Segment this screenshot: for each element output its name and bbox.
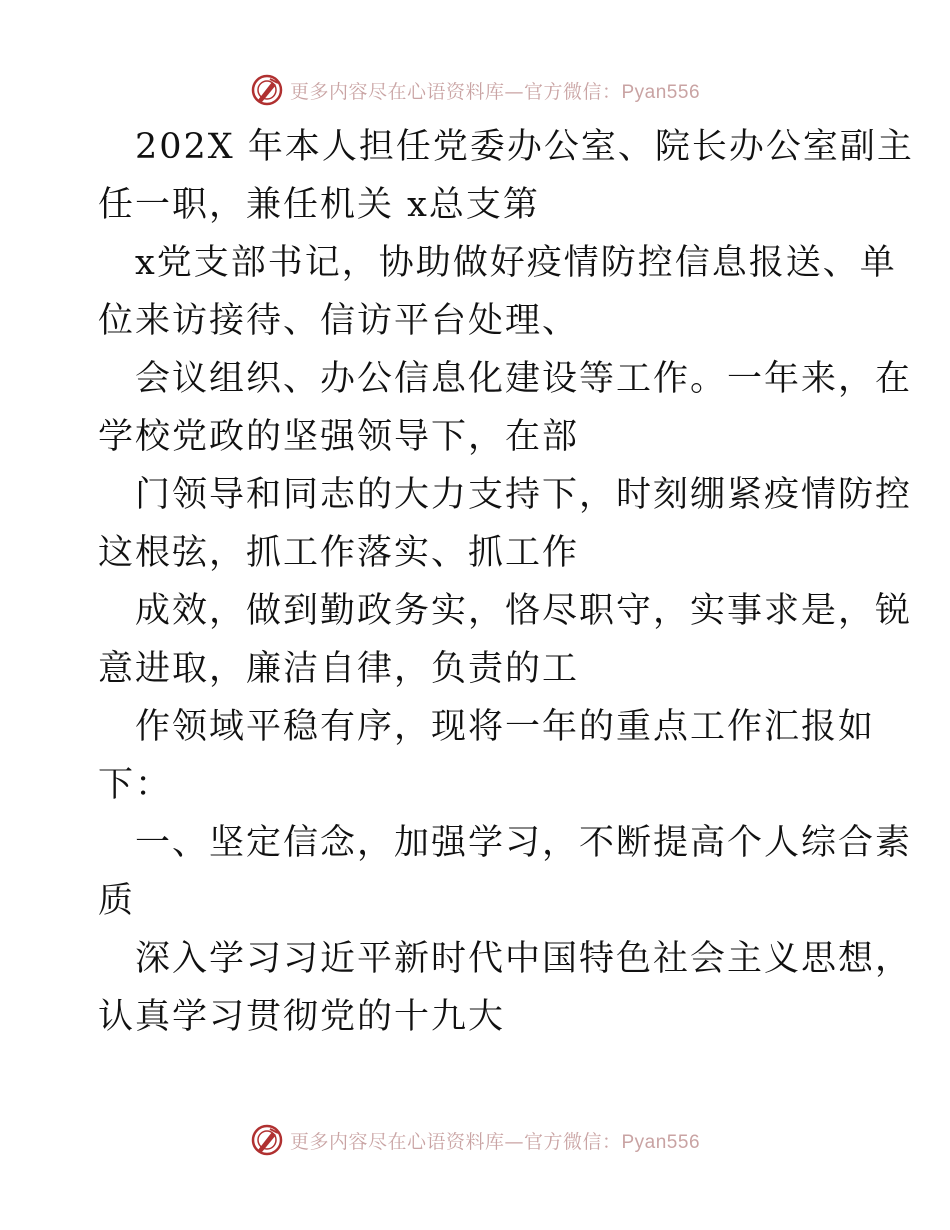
paragraph-3-line-1: 会议组织、办公信息化建设等工作。一年来，在 <box>135 359 913 399</box>
paragraph-8-line-2: 认真学习贯彻党的十九大 <box>98 997 506 1037</box>
paragraph-1-line-2: 任一职，兼任机关 x总支第 <box>98 185 540 225</box>
watermark-text: 更多内容尽在心语资料库—官方微信： <box>289 80 622 103</box>
header-watermark <box>0 70 950 110</box>
section-heading-line-1: 一、坚定信念，加强学习，不断提高个人综合素 <box>135 823 913 863</box>
pen-logo-icon <box>250 73 284 107</box>
paragraph-8-line-1: 深入学习习近平新时代中国特色社会主义思想， <box>135 939 913 979</box>
paragraph-4-line-2: 这根弦，抓工作落实、抓工作 <box>98 533 580 573</box>
section-heading-line-2: 质 <box>98 881 136 921</box>
paragraph-6-line-2: 下： <box>98 765 173 805</box>
document-body <box>0 118 950 1046</box>
watermark-text: 更多内容尽在心语资料库—官方微信： <box>289 1130 622 1153</box>
paragraph-6-line-1: 作领域平稳有序，现将一年的重点工作汇报如 <box>135 707 876 747</box>
footer-watermark <box>0 1120 950 1160</box>
watermark-id: Pyan556 <box>621 81 701 103</box>
paragraph-1-line-1: 202X 年本人担任党委办公室、院长办公室副主 <box>135 127 914 167</box>
paragraph-3-line-2: 学校党政的坚强领导下，在部 <box>98 417 580 457</box>
paragraph-4-line-1: 门领导和同志的大力支持下，时刻绷紧疫情防控 <box>135 475 913 515</box>
paragraph-2-line-2: 位来访接待、信访平台处理、 <box>98 301 580 341</box>
pen-logo-icon <box>250 1123 284 1157</box>
watermark-id: Pyan556 <box>621 1131 701 1153</box>
paragraph-2-line-1: x党支部书记，协助做好疫情防控信息报送、单 <box>135 243 897 283</box>
paragraph-5-line-1: 成效，做到勤政务实，恪尽职守，实事求是，锐 <box>135 591 913 631</box>
paragraph-5-line-2: 意进取，廉洁自律，负责的工 <box>98 649 580 689</box>
